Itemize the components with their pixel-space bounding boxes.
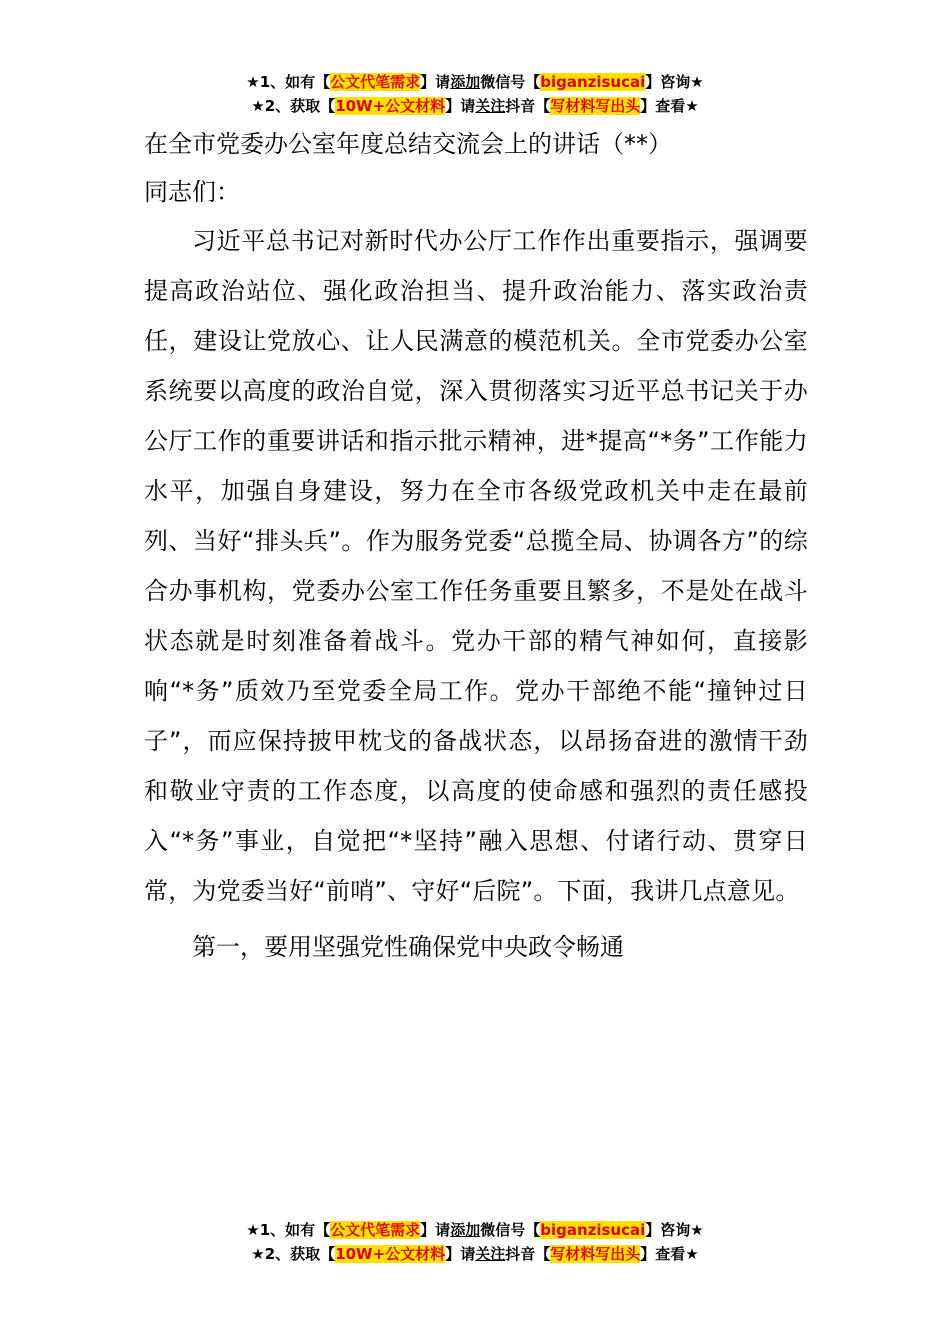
banner-line-2 <box>0 1242 950 1266</box>
banner-text: 微信号【 <box>480 73 541 91</box>
banner-underlined-text: 添加 <box>450 1221 481 1239</box>
banner-text: 】咨询★ <box>645 73 704 91</box>
banner-text: 】咨询★ <box>645 1221 704 1239</box>
banner-text: 抖音【 <box>505 97 551 115</box>
footer-banner <box>0 1218 950 1266</box>
body-paragraph: 习近平总书记对新时代办公厅工作作出重要指示，强调要提高政治站位、强化政治担当、提升政治能力、落实政治责任，建设让党放心、让人民满意的模范机关。全市党委办公室系统要以高度的政治自觉，深入贯彻落实习近平总书记关于办公厅工作的重要讲话和指示批示精神，进*提高“*务”工作能力水平，加强自身建设，努力在全市各级党政机关中走在最前列、当好“排头兵”。作为服务党委“总揽全局、协调各方”的综合办事机构，党委办公室工作任务重要且繁多，不是处在战斗状态就是时刻准备着战斗。党办干部的精气神如何，直接影响“*务”质效乃至党委全局工作。党办干部绝不能“撞钟过日子”，而应保持披甲枕戈的备战状态，以昂扬奋进的激情干劲和敬业守责的工作态度，以高度的使命感和强烈的责任感投入“*务”事业，自觉把“*坚持”融入思想、付诸行动、贯穿日常，为党委当好“前哨”、守好“后院”。下面，我讲几点意见。 <box>144 227 808 905</box>
banner-text: 】请 <box>420 1221 451 1239</box>
banner-underlined-text: 关注 <box>475 97 506 115</box>
banner-underlined-text: 添加 <box>450 73 481 91</box>
banner-text: 微信号【 <box>480 1221 541 1239</box>
banner-text: ★2、获取【 <box>251 1245 336 1263</box>
banner-highlight: 10W+公文材料 <box>335 97 446 115</box>
section-heading: 第一，要用坚强党性确保党中央政令畅通 <box>192 933 624 961</box>
banner-text: 】请 <box>420 73 451 91</box>
document-title: 在全市党委办公室年度总结交流会上的讲话（**） <box>144 130 672 158</box>
banner-underlined-text: 关注 <box>475 1245 506 1263</box>
salutation: 同志们： <box>144 178 240 206</box>
header-banner <box>0 70 950 118</box>
banner-text: ★1、如有【 <box>246 1221 331 1239</box>
banner-highlight: 公文代笔需求 <box>330 1221 421 1239</box>
banner-text: 】查看★ <box>640 97 699 115</box>
banner-text: 】查看★ <box>640 1245 699 1263</box>
document-body <box>144 124 808 972</box>
banner-text: 】请 <box>445 1245 476 1263</box>
banner-text: 】请 <box>445 97 476 115</box>
banner-text: 抖音【 <box>505 1245 551 1263</box>
banner-highlight-douyin-id: 写材料写出头 <box>550 1245 641 1263</box>
banner-highlight-wechat-id: biganzisucai <box>540 1221 646 1239</box>
banner-highlight-wechat-id: biganzisucai <box>540 73 646 91</box>
banner-line-1 <box>0 70 950 94</box>
banner-text: ★1、如有【 <box>246 73 331 91</box>
banner-line-2 <box>0 94 950 118</box>
banner-line-1 <box>0 1218 950 1242</box>
banner-highlight: 公文代笔需求 <box>330 73 421 91</box>
banner-highlight-douyin-id: 写材料写出头 <box>550 97 641 115</box>
banner-highlight: 10W+公文材料 <box>335 1245 446 1263</box>
banner-text: ★2、获取【 <box>251 97 336 115</box>
